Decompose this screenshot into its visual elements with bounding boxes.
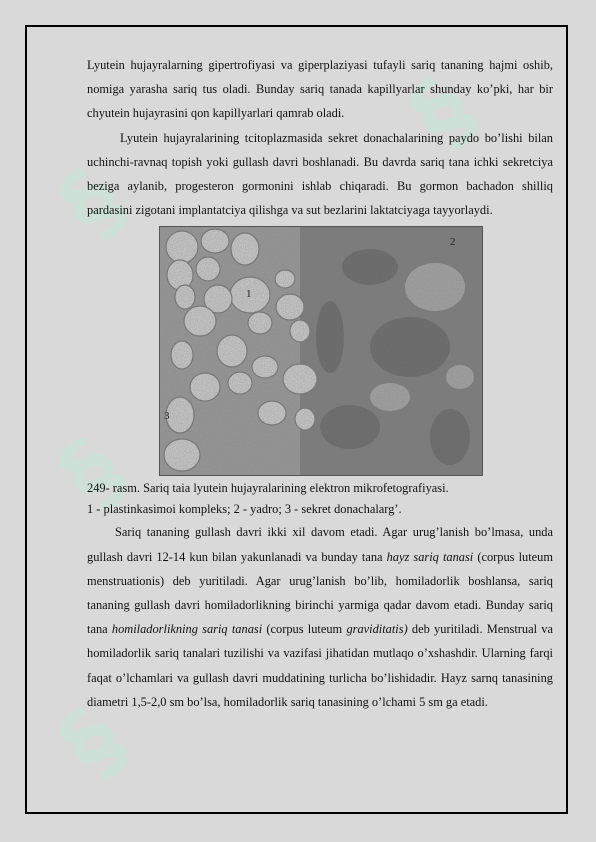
p3-text-2: (corpus luteum menstruationis) deb yuritiladi. Agar urug’lanish bo’lib, homiladorlik boshlansa, sariq tananing gullash davri homiladorlikning birinchi yarmiga qadar davom etadi. Bunday sariq tana bbox=[87, 549, 553, 637]
watermark-left-middle: § bbox=[39, 419, 146, 526]
figure-caption-title: 249- rasm. Sariq taia lyutein hujayralarining elektron mikrofetografiyasi. bbox=[87, 481, 449, 496]
micrograph-image bbox=[160, 227, 482, 475]
paragraph-3 bbox=[87, 520, 553, 714]
micrograph-label-3: 3 bbox=[164, 410, 170, 423]
p3-term-pregnancy: homiladorlikning sariq tanasi bbox=[111, 622, 263, 637]
p3-text-3: (corpus luteum bbox=[262, 622, 347, 637]
p3-text-1: Sariq tananing gullash davri ikki xil davom etadi. Agar urug’lanish bo’lmasa, unda gullash davri 12-14 kun bilan yakunlanadi va bunday tana bbox=[87, 525, 553, 564]
p3-term-menstrual: hayz sariq tanasi bbox=[386, 549, 474, 564]
p3-text-4: deb yuritiladi. Menstrual va homiladorlik sariq tanalari tuzilishi va vazifasi jihatidan mutlaqo o’xshashdir. Ularning farqi faqat o’lchamlari va gullash davri muddatining turlicha bo’lishidadir. Hayz sarnq tanasining diametri 1,5-2,0 sm bo’lsa, homiladorlik sariq tanasining o’lchami 5 sm ga etadi. bbox=[87, 622, 553, 709]
p3-term-graviditatis: graviditatis) bbox=[346, 622, 408, 637]
watermark-top-right: § bbox=[389, 59, 496, 166]
document-body bbox=[87, 53, 553, 714]
micrograph-label-2: 2 bbox=[450, 236, 456, 249]
paragraph-2: Lyutein hujayralarining tcitoplazmasida sekret donachalarining paydo bo’lishi bilan uchinchi-ravnaq topish yoki gullash davri boshlanadi. Bu davrda sariq tana ichki sekretciya beziga aylanib, progesteron gormonini ishlab chiqaradi. Bu gormon bachadon shilliq pardasini zigotani implantatciya qilishga va sut bezlarini laktatciyaga tayyorlaydi. bbox=[87, 130, 553, 218]
watermark-left-lower: § bbox=[39, 689, 146, 796]
paragraph-1: Lyutein hujayralarning gipertrofiyasi va giperplaziyasi tufayli sariq tananing hajmi oshib, nomiga yarasha sariq tus oladi. Bunday sariq tanada kapillyarlar shunday ko’pki, har bir chyutein hujayrasini qon kapillyarlari qamrab oladi. bbox=[87, 58, 553, 121]
micrograph-label-1: 1 bbox=[246, 288, 252, 301]
figure-caption-legend: 1 - plastinkasimoi kompleks; 2 - yadro; 3 - sekret donachalarg’. bbox=[87, 502, 402, 517]
watermark-left-upper: § bbox=[39, 149, 146, 256]
micrograph-figure bbox=[159, 226, 483, 476]
